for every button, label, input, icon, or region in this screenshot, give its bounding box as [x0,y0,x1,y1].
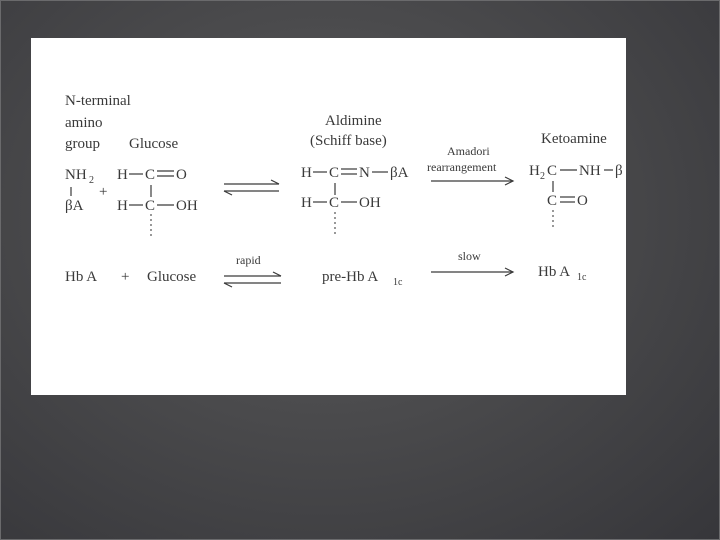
glucose-h-top: H [117,167,128,183]
reaction-diagram [31,38,626,395]
bottom-pre-hb: pre-Hb A [322,269,379,285]
bottom-glucose: Glucose [147,269,197,285]
label-slow: slow [458,249,481,263]
plus-sign-top: + [99,184,108,200]
label-group: group [65,136,100,152]
glucose-oh: OH [176,198,198,214]
glucose-c-bottom: C [145,198,156,214]
ketoamine-o: O [577,193,588,209]
glucose-c-top: C [145,167,156,183]
bottom-plus: + [121,269,130,285]
glucose-h-bottom: H [117,198,128,214]
label-rapid: rapid [236,253,261,267]
glucose-o: O [176,167,187,183]
nh2-subscript: 2 [89,175,94,186]
label-n-terminal: N-terminal [65,93,131,109]
bottom-pre-hb-subscript: 1c [393,277,403,288]
label-schiff-base: (Schiff base) [310,133,387,149]
aldimine-oh: OH [359,195,381,211]
aldimine-c-bottom: C [329,195,340,211]
bottom-hb-a1c: Hb A [538,264,571,280]
equilibrium-arrow-top [224,180,279,195]
equilibrium-arrow-bottom [224,272,281,287]
bottom-hb-a1c-subscript: 1c [577,272,587,283]
nh2-nh: NH [65,167,87,183]
label-rearrangement: rearrangement [427,160,497,174]
aldimine-n: N [359,165,370,181]
label-ketoamine: Ketoamine [541,131,607,147]
aldimine-beta-a: βA [390,165,409,181]
label-amadori: Amadori [447,144,490,158]
aldimine-h-top: H [301,165,312,181]
beta-a-reactant: βA [65,198,84,214]
ketoamine-h-subscript: 2 [540,171,545,182]
aldimine-h-bottom: H [301,195,312,211]
bottom-hba: Hb A [65,269,98,285]
ketoamine-c-bottom: C [547,193,558,209]
slow-arrow [431,268,513,276]
reaction-figure [31,38,626,395]
ketoamine-beta: β [615,163,623,179]
ketoamine-c-top: C [547,163,558,179]
ketoamine-h: H [529,163,540,179]
label-aldimine: Aldimine [325,113,382,129]
ketoamine-nh: NH [579,163,601,179]
label-amino: amino [65,115,103,131]
amadori-arrow [431,177,513,185]
label-glucose-header: Glucose [129,136,179,152]
aldimine-c-top: C [329,165,340,181]
